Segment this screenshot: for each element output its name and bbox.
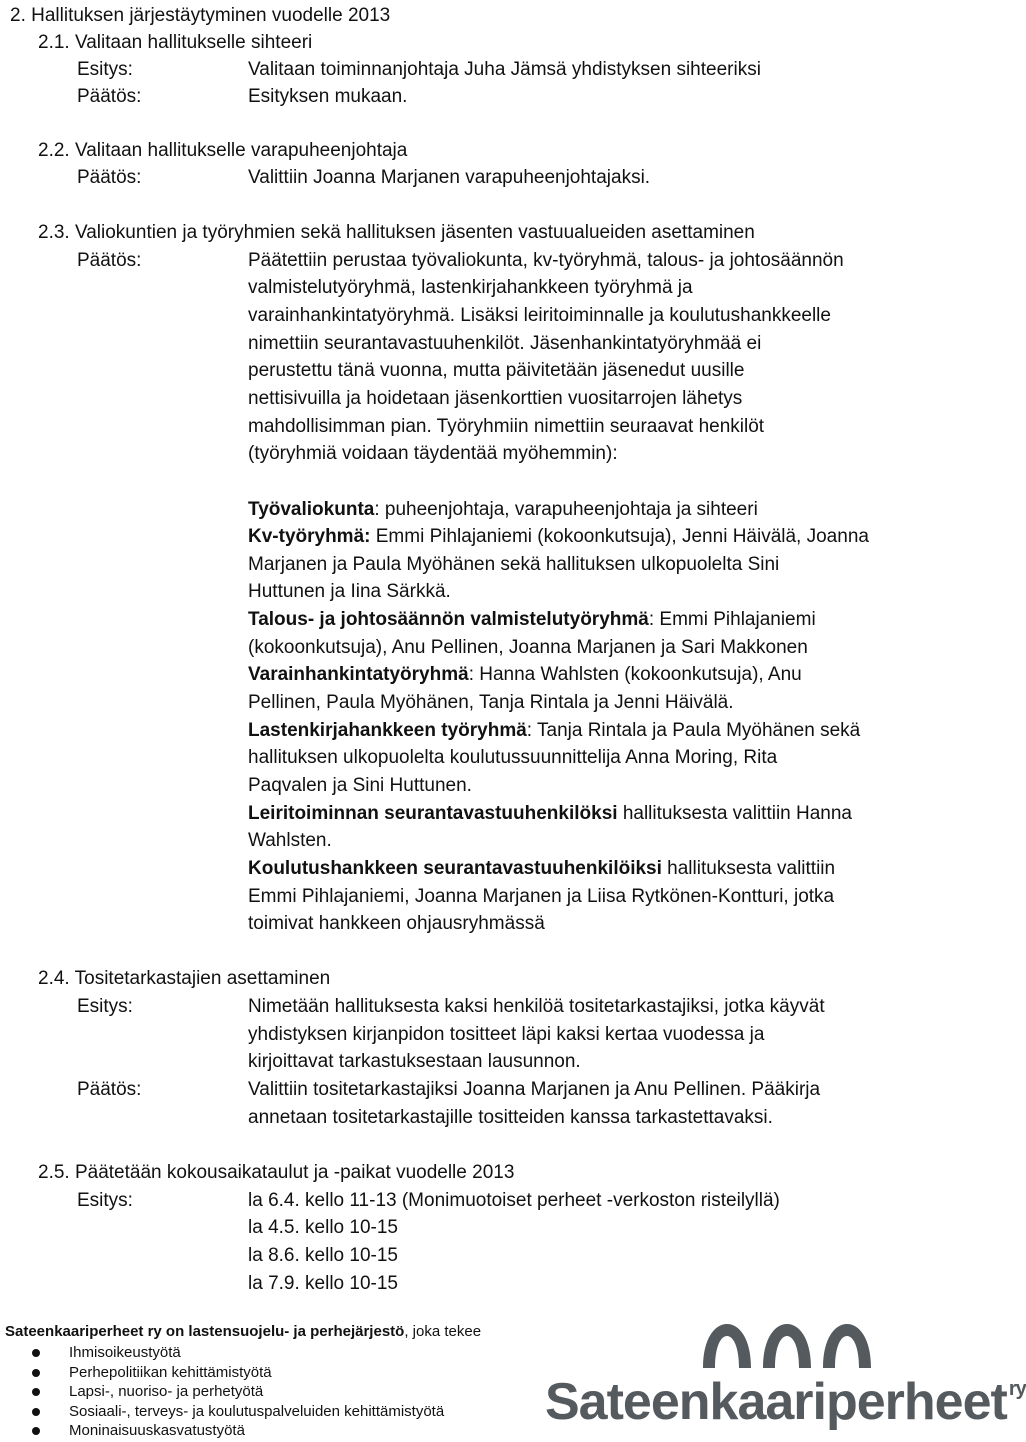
organization-logo: [545, 1312, 1026, 1437]
logo-arc-left: [703, 1324, 751, 1368]
text-run: : Tanja Rintala ja Paula Myöhänen sekä: [526, 720, 861, 741]
text-run: annetaan tositetarkastajille tositteiden kanssa tarkastettavaksi.: [248, 1107, 773, 1128]
text-run: Emmi Pihlajaniemi, Joanna Marjanen ja Liisa Rytkönen-Kontturi, jotka: [248, 886, 835, 907]
text-run: : Hanna Wahlsten (kokoonkutsuja), Anu: [468, 664, 802, 685]
bold-term: Kv-työryhmä:: [248, 526, 371, 547]
footer-item: Ihmisoikeustyötä: [5, 1343, 444, 1363]
text-line: [248, 689, 734, 716]
text-run: kirjoittavat tarkastuksestaan lausunnon.: [248, 1051, 581, 1072]
text-run: Marjanen ja Paula Myöhänen sekä hallituksen ulkopuolelta Sini: [248, 554, 780, 575]
section-heading: [38, 137, 407, 164]
text-run: 2. Hallituksen järjestäytyminen vuodelle 2013: [10, 5, 391, 26]
text-line: [248, 1214, 398, 1241]
field-label: [77, 1187, 133, 1214]
text-line: [248, 827, 332, 854]
bold-term: Varainhankintatyöryhmä: [248, 664, 469, 685]
bold-term: Työvaliokunta: [248, 499, 375, 520]
section-heading: [10, 2, 390, 29]
text-line: [248, 634, 808, 661]
footer-item: Moninaisuuskasvatustyötä: [5, 1421, 444, 1441]
text-run: toimivat hankkeen ohjausryhmässä: [248, 913, 545, 934]
text-line: [248, 385, 742, 412]
text-run: hallituksen ulkopuolelta koulutussuunnittelija Anna Moring, Rita: [248, 747, 778, 768]
footer-title-rest: , joka tekee: [404, 1323, 482, 1340]
text-run: la 4.5. kello 10-15: [248, 1217, 398, 1238]
text-run: Päätettiin perustaa työvaliokunta, kv-työryhmä, talous- ja johtosäännön: [248, 250, 844, 271]
bullet-icon: [32, 1408, 40, 1416]
text-run: Emmi Pihlajaniemi (kokoonkutsuja), Jenni Häivälä, Joanna: [370, 526, 869, 547]
text-run: Huttunen ja Iina Särkkä.: [248, 581, 451, 602]
text-run: 2.2. Valitaan hallitukselle varapuheenjohtaja: [38, 140, 408, 161]
text-run: Paqvalen ja Sini Huttunen.: [248, 775, 472, 796]
text-run: la 6.4. kello 11-13 (Monimuotoiset perheet -verkoston risteilyllä): [248, 1190, 780, 1211]
text-line: [248, 551, 779, 578]
text-line: [248, 247, 844, 274]
field-label: [77, 247, 141, 274]
text-line: [248, 855, 835, 882]
text-run: perustettu tänä vuonna, mutta päivitetään jäsenedut uusille: [248, 360, 745, 381]
footer-title-bold: Sateenkaariperheet ry on lastensuojelu- ja perhejärjestö: [5, 1323, 405, 1340]
text-run: nimettiin seurantavastuuhenkilöt. Jäsenhankintatyöryhmää ei: [248, 333, 762, 354]
footer-title: [5, 1322, 481, 1342]
text-run: la 8.6. kello 10-15: [248, 1245, 398, 1266]
text-run: Valittiin tositetarkastajiksi Joanna Marjanen ja Anu Pellinen. Pääkirja: [248, 1079, 821, 1100]
text-run: Päätös:: [77, 86, 142, 107]
field-label: [77, 164, 141, 191]
text-line: [248, 274, 693, 301]
text-line: [248, 717, 860, 744]
text-run: valmistelutyöryhmä, lastenkirjahankkeen työryhmä ja: [248, 277, 693, 298]
section-heading: [38, 219, 755, 246]
text-line: [248, 800, 852, 827]
footer-list: [5, 1343, 444, 1441]
text-line: [248, 1187, 780, 1214]
text-line: [248, 496, 758, 523]
text-run: yhdistyksen kirjanpidon tositteet läpi kaksi kertaa vuodessa ja: [248, 1024, 765, 1045]
footer-item: Perhepolitiikan kehittämistyötä: [5, 1363, 444, 1383]
bullet-icon: [32, 1349, 40, 1357]
text-run: la 7.9. kello 10-15: [248, 1273, 398, 1294]
text-run: Pellinen, Paula Myöhänen, Tanja Rintala ja Jenni Häivälä.: [248, 692, 734, 713]
section-heading: [38, 1159, 514, 1186]
field-label: [77, 993, 133, 1020]
text-line: [248, 578, 451, 605]
footer-item: Sosiaali-, terveys- ja koulutuspalveluiden kehittämistyötä: [5, 1402, 444, 1422]
bold-term: Leiritoiminnan seurantavastuuhenkilöksi: [248, 803, 618, 824]
text-line: [248, 1048, 581, 1075]
text-run: 2.1. Valitaan hallitukselle sihteeri: [38, 32, 313, 53]
text-run: 2.5. Päätetään kokousaikataulut ja -paikat vuodelle 2013: [38, 1162, 515, 1183]
logo-arc-middle: [763, 1324, 811, 1368]
text-run: Esitys:: [77, 996, 133, 1017]
text-line: [248, 357, 744, 384]
field-label: [77, 56, 133, 83]
text-line: [248, 330, 761, 357]
text-run: Päätös:: [77, 167, 142, 188]
text-run: hallituksesta valittiin Hanna: [617, 803, 853, 824]
text-run: Päätös:: [77, 250, 142, 271]
text-run: : Emmi Pihlajaniemi: [648, 609, 816, 630]
footer-item: Lapsi-, nuoriso- ja perhetyötä: [5, 1382, 444, 1402]
bold-term: Lastenkirjahankkeen työryhmä: [248, 720, 527, 741]
logo-wordmark: Sateenkaariperheet $^{ry}$: [545, 1373, 1026, 1431]
text-line: [248, 883, 834, 910]
text-line: [248, 302, 831, 329]
text-run: Päätös:: [77, 1079, 142, 1100]
logo-ry: ry: [1008, 1378, 1026, 1400]
text-line: [248, 993, 825, 1020]
text-run: 2.4. Tositetarkastajien asettaminen: [38, 968, 331, 989]
bullet-icon: [32, 1369, 40, 1377]
text-line: [248, 56, 761, 83]
text-line: [248, 1270, 398, 1297]
text-line: [248, 606, 816, 633]
text-run: Esityksen mukaan.: [248, 86, 408, 107]
text-line: [248, 523, 869, 550]
text-line: [248, 1021, 764, 1048]
text-run: 2.3. Valiokuntien ja työryhmien sekä hallituksen jäsenten vastuualueiden asettaminen: [38, 222, 755, 243]
text-run: Nimetään hallituksesta kaksi henkilöä tositetarkastajiksi, jotka käyvät: [248, 996, 825, 1017]
bullet-icon: [32, 1388, 40, 1396]
logo-mark-icon: [695, 1316, 895, 1376]
text-run: Valitaan toiminnanjohtaja Juha Jämsä yhdistyksen sihteeriksi: [248, 59, 761, 80]
text-run: : puheenjohtaja, varapuheenjohtaja ja sihteeri: [374, 499, 758, 520]
text-line: [248, 661, 802, 688]
bold-term: Koulutushankkeen seurantavastuuhenkilöiksi: [248, 858, 662, 879]
text-run: Valittiin Joanna Marjanen varapuheenjohtajaksi.: [248, 167, 651, 188]
text-run: (kokoonkutsuja), Anu Pellinen, Joanna Marjanen ja Sari Makkonen: [248, 637, 808, 658]
text-line: [248, 1242, 398, 1269]
text-run: Esitys:: [77, 59, 133, 80]
text-line: [248, 910, 545, 937]
text-run: nettisivuilla ja hoidetaan jäsenkorttien vuositarrojen lähetys: [248, 388, 743, 409]
text-line: [248, 744, 777, 771]
text-line: [248, 1104, 773, 1131]
text-run: (työryhmiä voidaan täydentää myöhemmin):: [248, 443, 618, 464]
text-line: [248, 83, 407, 110]
text-line: [248, 1076, 820, 1103]
text-run: Esitys:: [77, 1190, 133, 1211]
text-line: [248, 440, 618, 467]
section-heading: [38, 965, 330, 992]
bold-term: Talous- ja johtosäännön valmistelutyöryhmä: [248, 609, 649, 630]
text-run: hallituksesta valittiin: [661, 858, 836, 879]
text-run: Wahlsten.: [248, 830, 332, 851]
field-label: [77, 1076, 141, 1103]
text-line: [248, 413, 764, 440]
field-label: [77, 83, 141, 110]
text-line: [248, 772, 472, 799]
text-run: mahdollisimman pian. Työryhmiin nimettiin seuraavat henkilöt: [248, 416, 765, 437]
bullet-icon: [32, 1427, 40, 1435]
text-line: [248, 164, 650, 191]
text-run: varainhankintatyöryhmä. Lisäksi leiritoiminnalle ja koulutushankkeelle: [248, 305, 831, 326]
section-heading: [38, 29, 312, 56]
logo-arc-right: [823, 1324, 871, 1368]
